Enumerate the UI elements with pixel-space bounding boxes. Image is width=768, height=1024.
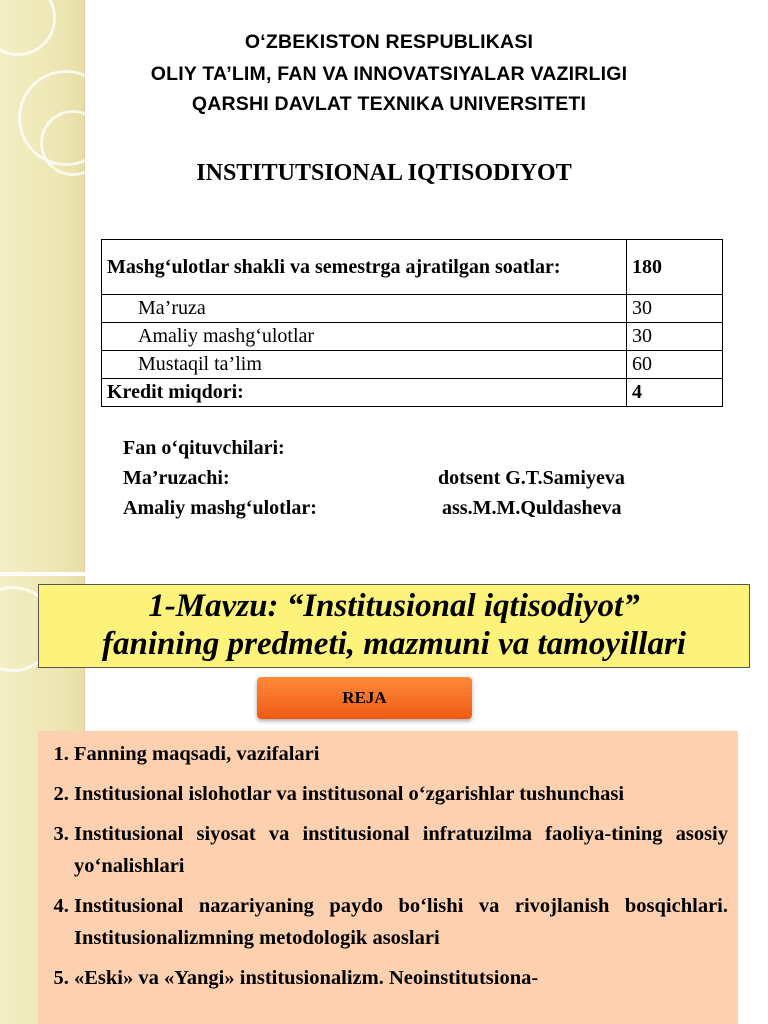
topic-title-line-2: fanining predmeti, mazmuni va tamoyillari	[102, 626, 686, 662]
table-row	[102, 295, 723, 323]
reja-button[interactable]: REJA	[257, 677, 472, 719]
row-label: Ma’ruza	[102, 295, 627, 323]
plan-item: 3. Institusional siyosat va institusional infratuzilma faoliya-tining asosiy yo‘nalishlari	[74, 818, 728, 882]
teachers-block	[123, 433, 723, 523]
header-country: O‘ZBEKISTON RESPUBLIKASI	[244, 31, 534, 53]
row-value: 30	[627, 295, 723, 323]
plan-item: 4. Institusional nazariyaning paydo bo‘lishi va rivojlanish bosqichlari. Institusionalizmning metodologik asoslari	[74, 890, 728, 954]
table-row	[102, 379, 723, 407]
plan-list	[38, 731, 738, 994]
row-label: Amaliy mashg‘ulotlar	[102, 323, 627, 351]
plan-item: 1. Fanning maqsadi, vazifalari	[74, 738, 728, 770]
plan-item: 5. «Eski» va «Yangi» institusionalizm. Neoinstitutsiona-	[74, 962, 728, 994]
hours-header-value: 180	[627, 240, 723, 295]
lecturer-name: dotsent G.T.Samiyeva	[438, 467, 625, 489]
course-title: INSTITUTSIONAL IQTISODIYOT	[196, 160, 572, 186]
lecturer-label: Ma’ruzachi:	[123, 467, 230, 489]
plan-item: 2. Institusional islohotlar va institusonal o‘zgarishlar tushunchasi	[74, 778, 728, 810]
practice-row	[123, 493, 723, 523]
topic-title-box	[38, 584, 750, 668]
table-row	[102, 323, 723, 351]
row-value: 60	[627, 351, 723, 379]
topic-slide	[0, 576, 768, 1024]
row-label: Mustaqil ta’lim	[102, 351, 627, 379]
plan-list-box	[38, 731, 738, 1024]
practice-name: ass.M.M.Quldasheva	[442, 497, 622, 519]
lecturer-row	[123, 463, 723, 493]
table-row	[102, 351, 723, 379]
decorative-strip	[0, 0, 85, 572]
header-university: QARSHI DAVLAT TEXNIKA UNIVERSITETI	[191, 93, 587, 115]
teachers-title: Fan o‘qituvchilari:	[123, 437, 285, 459]
decorative-ring	[0, 0, 56, 56]
hours-table	[101, 239, 723, 407]
credit-label: Kredit miqdori:	[102, 379, 627, 407]
teachers-title-row	[123, 433, 723, 463]
header-ministry: OLIY TA’LIM, FAN VA INNOVATSIYALAR VAZIRLIGI	[150, 63, 628, 85]
table-row	[102, 240, 723, 295]
topic-title-line-1: 1-Mavzu: “Institusional iqtisodiyot”	[148, 588, 640, 624]
row-value: 30	[627, 323, 723, 351]
credit-value: 4	[627, 379, 723, 407]
practice-label: Amaliy mashg‘ulotlar:	[123, 497, 317, 519]
hours-header-label: Mashg‘ulotlar shakli va semestrga ajratilgan soatlar:	[102, 240, 627, 295]
